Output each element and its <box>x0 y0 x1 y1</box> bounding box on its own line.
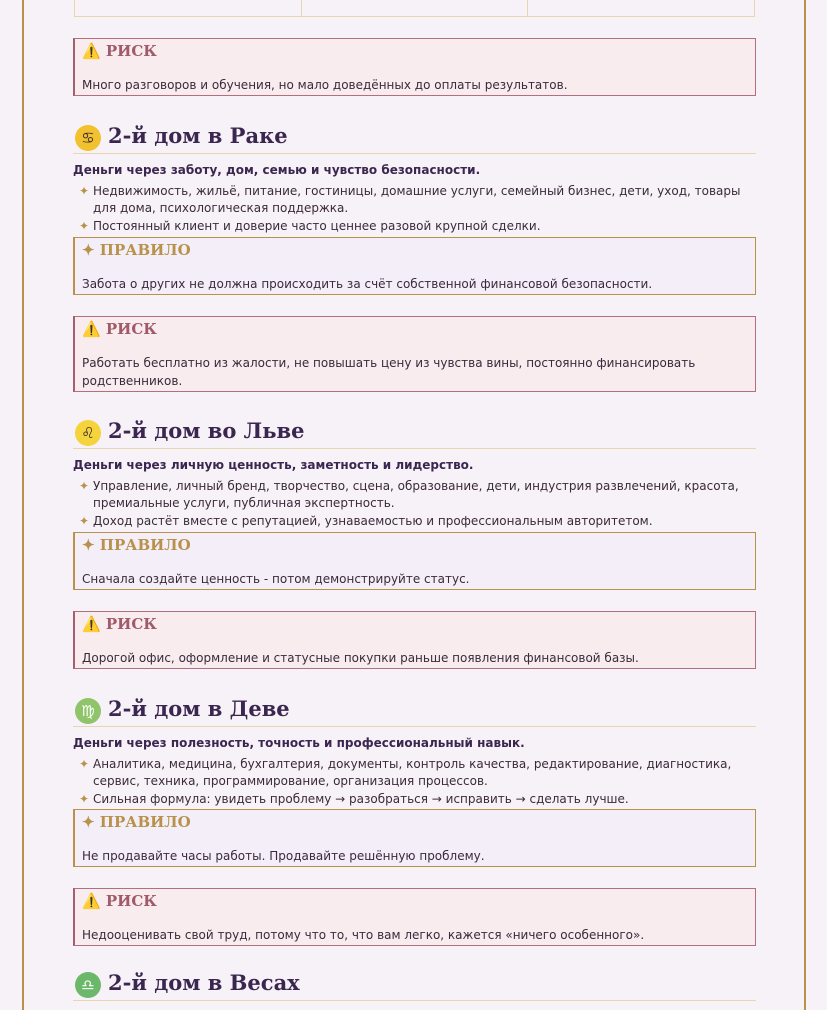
list-item: ✦ Недвижимость, жильё, питание, гостиницы, домашние услуги, семейный бизнес, дети, уход, товары для дома, психологическая поддержка. <box>79 184 741 215</box>
risk-text: Недооценивать свой труд, потому что то, что вам легко, кажется «ничего особенного». <box>82 928 645 942</box>
star-bullet-icon: ✦ <box>79 757 90 771</box>
risk-text: Много разговоров и обучения, но мало доведённых до оплаты результатов. <box>82 78 568 92</box>
document-page <box>22 0 806 1010</box>
section-title: 2-й дом во Льве <box>108 418 305 443</box>
star-bullet-icon: ✦ <box>79 792 90 806</box>
list-item: ✦ Управление, личный бренд, творчество, сцена, образование, дети, индустрия развлечений, красота, премиальные услуги, публичная экспертность. <box>79 479 739 510</box>
star-bullet-icon: ✦ <box>79 219 90 233</box>
star-bullet-icon: ✦ <box>79 184 90 198</box>
star-bullet-icon: ✦ <box>79 514 90 528</box>
table-col-divider <box>527 0 528 17</box>
leo-sign-icon: ♌ <box>75 420 101 446</box>
risk-box <box>73 38 756 96</box>
rule-text: Не продавайте часы работы. Продавайте решённую проблему. <box>82 849 485 863</box>
rule-label: ✦ ПРАВИЛО <box>82 241 191 259</box>
risk-box <box>73 888 756 946</box>
risk-label: ⚠️ РИСК <box>82 892 157 910</box>
rule-box <box>73 532 756 590</box>
risk-text: Работать бесплатно из жалости, не повышать цену из чувства вины, постоянно финансировать родственников. <box>82 356 696 388</box>
rule-box <box>73 809 756 867</box>
section-heading-virgo <box>73 694 756 727</box>
section-title: 2-й дом в Раке <box>108 123 288 148</box>
risk-label: ⚠️ РИСК <box>82 42 157 60</box>
libra-sign-icon: ♎ <box>75 972 101 998</box>
star-bullet-icon: ✦ <box>79 479 90 493</box>
rule-label: ✦ ПРАВИЛО <box>82 536 191 554</box>
section-title: 2-й дом в Весах <box>108 970 300 995</box>
section-lead: Деньги через личную ценность, заметность и лидерство. <box>73 458 474 472</box>
section-lead: Деньги через заботу, дом, семью и чувство безопасности. <box>73 163 481 177</box>
table-fragment <box>74 0 755 17</box>
risk-box <box>73 611 756 669</box>
risk-box <box>73 316 756 392</box>
cancer-sign-icon: ♋ <box>75 125 101 151</box>
table-col-divider <box>301 0 302 17</box>
risk-label: ⚠️ РИСК <box>82 320 157 338</box>
list-item: ✦ Постоянный клиент и доверие часто ценнее разовой крупной сделки. <box>79 219 541 233</box>
risk-label: ⚠️ РИСК <box>82 615 157 633</box>
rule-text: Забота о других не должна происходить за счёт собственной финансовой безопасности. <box>82 277 653 291</box>
section-lead: Деньги через полезность, точность и профессиональный навык. <box>73 736 525 750</box>
rule-box <box>73 237 756 295</box>
rule-text: Сначала создайте ценность - потом демонстрируйте статус. <box>82 572 470 586</box>
list-item: ✦ Доход растёт вместе с репутацией, узнаваемостью и профессиональным авторитетом. <box>79 514 653 528</box>
virgo-sign-icon: ♍ <box>75 698 101 724</box>
rule-label: ✦ ПРАВИЛО <box>82 813 191 831</box>
section-title: 2-й дом в Деве <box>108 696 290 721</box>
section-heading-leo <box>73 416 756 449</box>
section-heading-libra <box>73 968 756 1001</box>
list-item: ✦ Сильная формула: увидеть проблему → разобраться → исправить → сделать лучше. <box>79 792 629 806</box>
section-heading-cancer <box>73 121 756 154</box>
risk-text: Дорогой офис, оформление и статусные покупки раньше появления финансовой базы. <box>82 651 639 665</box>
list-item: ✦ Аналитика, медицина, бухгалтерия, документы, контроль качества, редактирование, диагностика, сервис, техника, программирование, организация процессов. <box>79 757 732 788</box>
